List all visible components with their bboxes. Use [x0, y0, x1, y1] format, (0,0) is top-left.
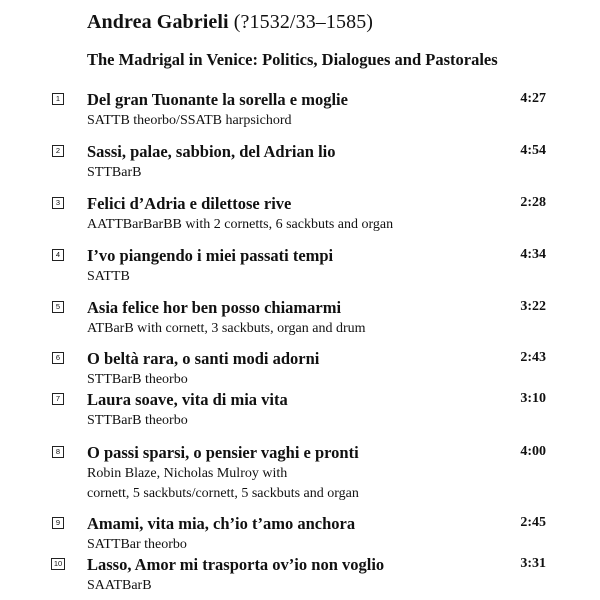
track-title: O beltà rara, o santi modi adorni: [87, 349, 320, 368]
track-title: Del gran Tuonante la sorella e moglie: [87, 90, 348, 109]
track-details-line: SAATBarB: [87, 578, 152, 593]
track-details: [87, 370, 188, 390]
track-details-line: ATBarB with cornett, 3 sackbuts, organ and drum: [87, 321, 366, 336]
track-title: Felici d’Adria e dilettose rive: [87, 194, 292, 213]
track-number-box: 10: [51, 558, 65, 570]
track-title: Laura soave, vita di mia vita: [87, 390, 288, 409]
track-details: [87, 111, 292, 131]
track-title: Amami, vita mia, ch’io t’amo anchora: [87, 514, 356, 533]
track-duration: 3:10: [520, 391, 546, 406]
track-details: [87, 319, 366, 339]
track-number-box: 6: [52, 352, 64, 364]
track-number-box: 8: [52, 446, 64, 458]
track-details-line: AATTBarBarBB with 2 cornetts, 6 sackbuts and organ: [87, 217, 394, 232]
track-title: O passi sparsi, o pensier vaghi e pronti: [87, 443, 359, 462]
track-duration: 4:34: [520, 247, 546, 262]
track-details: [87, 411, 188, 431]
track-number-box: 5: [52, 301, 64, 313]
track-number-box: 3: [52, 197, 64, 209]
track-title: Asia felice hor ben posso chiamarmi: [87, 298, 342, 317]
track-duration: 2:43: [520, 350, 546, 365]
track-details-line: SATTBar theorbo: [87, 537, 187, 552]
track-details-line: Robin Blaze, Nicholas Mulroy with: [87, 466, 288, 481]
track-details-line: STTBarB theorbo: [87, 372, 188, 387]
track-number-box: 7: [52, 393, 64, 405]
track-duration: 4:00: [520, 444, 546, 459]
track-number-box: 4: [52, 249, 64, 261]
track-title: I’vo piangendo i miei passati tempi: [87, 246, 334, 265]
composer-name: Andrea Gabrieli: [87, 11, 229, 33]
track-details-line: cornett, 5 sackbuts/cornett, 5 sackbuts and organ: [87, 486, 359, 501]
track-details: [87, 163, 141, 183]
track-number-box: 9: [52, 517, 64, 529]
track-duration: 3:31: [520, 556, 546, 571]
track-duration: 4:54: [520, 143, 546, 158]
composer-dates: (?1532/33–1585): [233, 11, 374, 33]
track-details-line: STTBarB theorbo: [87, 413, 188, 428]
track-number-box: 2: [52, 145, 64, 157]
track-duration: 2:45: [520, 515, 546, 530]
track-details-line: STTBarB: [87, 165, 142, 180]
composer-heading: [87, 11, 373, 34]
track-details: [87, 215, 393, 235]
track-duration: 4:27: [520, 91, 546, 106]
track-details: [87, 267, 130, 287]
track-duration: 3:22: [520, 299, 546, 314]
track-details-line: SATTB: [87, 269, 130, 284]
track-duration: 2:28: [520, 195, 546, 210]
track-number-box: 1: [52, 93, 64, 105]
track-details: [87, 576, 152, 596]
track-title: Sassi, palae, sabbion, del Adrian lio: [87, 142, 336, 161]
track-title: Lasso, Amor mi trasporta ov’io non voglio: [87, 555, 385, 574]
track-details: [87, 535, 187, 555]
album-subtitle: The Madrigal in Venice: Politics, Dialogues and Pastorales: [87, 50, 498, 69]
track-details: [87, 464, 359, 504]
track-details-line: SATTB theorbo/SSATB harpsichord: [87, 113, 292, 128]
